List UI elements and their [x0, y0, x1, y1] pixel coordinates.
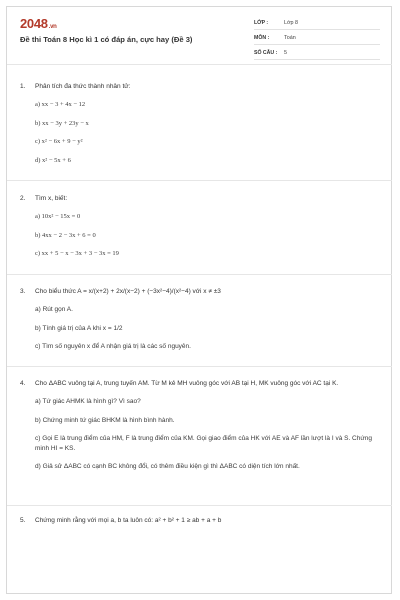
document-header — [20, 14, 380, 64]
document-title: Đề thi Toán 8 Học kì 1 có đáp án, cực hay (Đề 3) — [20, 35, 193, 44]
meta-key: LỚP : — [254, 19, 269, 26]
meta-table — [254, 16, 380, 61]
question-text: Phân tích đa thức thành nhân tử: — [35, 83, 131, 90]
meta-row-class — [254, 16, 380, 30]
answer-item: b) 4xx − 2 − 3x + 6 = 0 — [35, 231, 96, 239]
question-1 — [20, 82, 380, 165]
meta-key: SỐ CÂU : — [254, 49, 278, 56]
question-number: 3. — [20, 288, 26, 295]
question-4 — [20, 379, 380, 472]
meta-value: Lớp 8 — [284, 19, 299, 26]
question-3 — [20, 287, 380, 352]
question-header — [20, 516, 380, 525]
question-header — [20, 82, 380, 91]
answer-item: a) Tứ giác AHMK là hình gì? Vì sao? — [35, 398, 141, 405]
divider — [7, 274, 392, 275]
answer-item: b) Tính giá trị của A khi x = 1/2 — [35, 324, 123, 332]
question-header — [20, 194, 380, 203]
answer-item: b) xx − 3y + 23y − x — [35, 119, 89, 127]
answer-item: c) Gọi E là trung điểm của HM, F là trung điểm của KM. Gọi giao điểm của HK với AE và AF lần lượt là I và S. Chứng minh HI = KS. — [35, 435, 372, 452]
answer-item: d) x² − 5x + 6 — [35, 156, 71, 164]
divider — [7, 180, 392, 181]
meta-value: Toán — [284, 34, 296, 41]
answer-item: c) Tìm số nguyên x để A nhận giá trị là các số nguyên. — [35, 343, 191, 350]
answer-item: c) x² − 6x + 9 − y² — [35, 138, 83, 145]
question-number: 2. — [20, 195, 26, 202]
divider — [7, 366, 392, 367]
question-header — [20, 379, 380, 388]
divider — [7, 505, 392, 506]
answer-item: b) Chứng minh tứ giác BHKM là hình bình hành. — [35, 416, 175, 424]
answer-item: a) xx − 3 + 4x − 12 — [35, 101, 86, 108]
question-2 — [20, 194, 380, 259]
meta-value: 5 — [284, 49, 287, 56]
question-number: 4. — [20, 380, 26, 387]
question-5 — [20, 516, 380, 525]
answer-item: a) 10x² − 15x = 0 — [35, 213, 81, 220]
logo-text: 2048 — [20, 16, 48, 31]
answer-item: d) Giả sử ΔABC có cạnh BC không đổi, có thêm điều kiện gì thì ΔABC có diện tích lớn nhất. — [35, 463, 300, 470]
question-number: 1. — [20, 83, 26, 90]
logo-suffix: .vn — [48, 24, 57, 30]
meta-row-count — [254, 46, 380, 60]
meta-key: MÔN : — [254, 34, 270, 41]
question-text: Cho biểu thức A = x/(x+2) + 2x/(x−2) + (−3x²−4)/(x²−4) với x ≠ ±3 — [35, 288, 221, 295]
question-header — [20, 287, 380, 296]
meta-row-subject — [254, 31, 380, 45]
question-text: Chứng minh rằng với mọi a, b ta luôn có: a² + b² + 1 ≥ ab + a + b — [35, 517, 222, 524]
question-text: Cho ΔABC vuông tại A, trung tuyến AM. Từ M kẻ MH vuông góc với AB tại H, MK vuông góc với AC tại K. — [35, 380, 339, 387]
answer-item: a) Rút gọn A. — [35, 306, 73, 313]
site-logo[interactable] — [20, 16, 57, 31]
question-text: Tìm x, biết: — [35, 195, 68, 202]
divider — [7, 64, 392, 65]
question-number: 5. — [20, 517, 26, 524]
answer-item: c) xx + 5 − x − 3x + 3 − 3x = 19 — [35, 250, 119, 257]
